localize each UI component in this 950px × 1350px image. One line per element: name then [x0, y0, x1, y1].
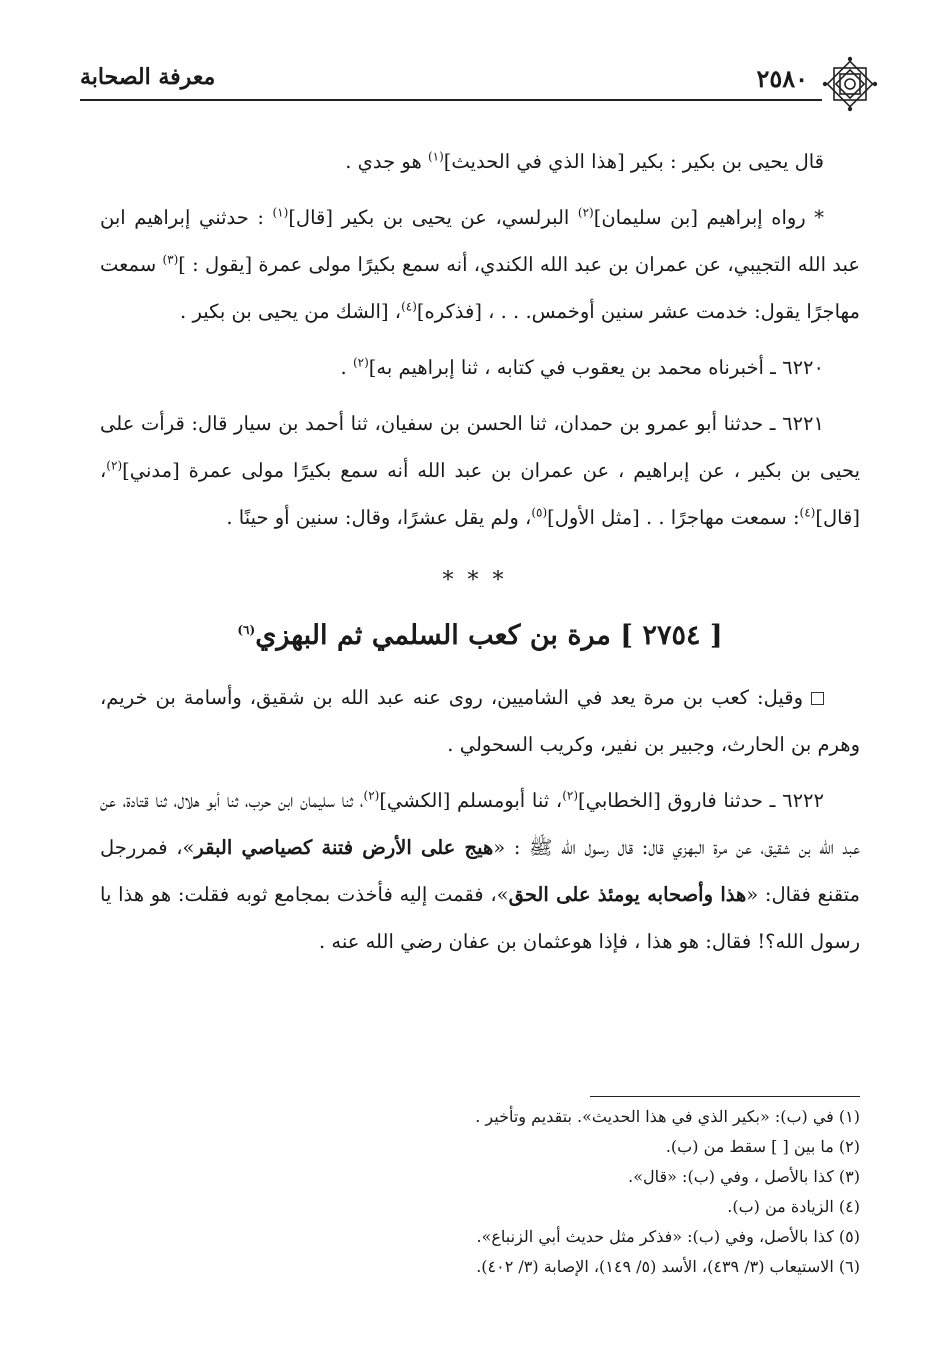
footnote-item: (٣) كذا بالأصل ، وفي (ب): «قال».: [628, 1167, 860, 1186]
text-segment: : حدثني إبراهيم ابن عبد الله التجيبي، عن عمران بن عبد الله الكندي، أنه سمع بكيرًا مولى عمرة [يقول : ]: [100, 206, 861, 276]
paragraph-2: [100, 194, 860, 335]
footnote-ref[interactable]: (٤): [799, 505, 816, 520]
square-bullet-icon: [811, 692, 824, 705]
footnote-ref[interactable]: (٢): [363, 788, 380, 803]
footnote-item: (٦) الاستيعاب (٣/ ٤٣٩)، الأسد (٥/ ١٤٩)، الإصابة (٣/ ٤٠٢).: [476, 1257, 860, 1276]
footnote-ref[interactable]: (٦): [237, 623, 256, 637]
footnote-ref[interactable]: (٣): [162, 252, 179, 267]
text-segment: * رواه إبراهيم [بن سليمان]: [593, 206, 824, 229]
footnote-ref[interactable]: (٢): [577, 205, 594, 220]
text-segment: »، فقمت إليه فأخذت بمجامع ثوبه فقلت: هو هذا يا رسول الله؟! فقال: هو هذا ، فإذا هوعثمان بن عفان رضي الله عنه .: [100, 883, 860, 953]
paragraph-6: [100, 777, 860, 965]
footnote-ref[interactable]: (٢): [106, 458, 123, 473]
main-text: [100, 138, 860, 974]
footnote-ref[interactable]: (٢): [562, 788, 579, 803]
text-segment: »، فمررجل متقنع فقال: «: [100, 836, 860, 906]
footnote-ref[interactable]: (١): [272, 205, 289, 220]
paragraph-5: [100, 674, 860, 768]
footnote-item: (١) في (ب): «بكير الذي في هذا الحديث». بتقديم وتأخير .: [475, 1107, 860, 1126]
text-segment: سمعت مهاجرًا يقول: خدمت عشر سنين أوخمس. . . ، [فذكره]: [100, 253, 860, 323]
text-segment: .: [340, 356, 353, 379]
text-segment: هو جدي .: [345, 150, 428, 173]
octagonal-star-ornament-icon: [822, 56, 878, 112]
text-segment: ، [الشك من يحيى بن بكير .: [180, 300, 402, 323]
text-segment: قال يحيى بن بكير : بكير [هذا الذي في الحديث]: [443, 150, 824, 173]
entry-title: [100, 610, 860, 662]
entry-title-text: [ ٢٧٥٤ ] مرة بن كعب السلمي ثم البهزي: [255, 620, 723, 651]
footnote-ref[interactable]: (٤): [401, 299, 417, 314]
footnote-ref[interactable]: (٥): [531, 505, 548, 520]
paragraph-1: [100, 138, 860, 185]
page-number: ٢٥٨٠: [756, 64, 808, 93]
header-rule: [80, 99, 822, 101]
running-title: معرفة الصحابة: [80, 64, 216, 90]
footnote-ref[interactable]: (١): [427, 149, 444, 164]
text-segment: ٦٢٢١ ـ حدثنا أبو عمرو بن حمدان، ثنا الحسن بن سفيان، ثنا أحمد بن سيار قال: قرأت على يحيى بن بكير ، عن إبراهيم ، عن عمران بن عبد الله أنه سمع بكيرًا مولى عمرة [مدني]: [100, 412, 860, 482]
footnote-rule: [590, 1096, 860, 1097]
text-segment: وقيل: كعب بن مرة يعد في الشاميين، روى عنه عبد الله بن شقيق، وأسامة بن خريم، وهرم بن الحارث، وجبير بن نفير، وكريب السحولي .: [100, 686, 860, 756]
footnote-item: (٥) كذا بالأصل، وفي (ب): «فذكر مثل حديث أبي الزنباع».: [476, 1227, 860, 1246]
text-segment: ، ثنا أبومسلم [الكشي]: [379, 789, 563, 812]
hadith-quote: هذا وأصحابه يومئذ على الحق: [508, 883, 747, 906]
footnote-item: (٢) ما بين [ ] سقط من (ب).: [665, 1137, 860, 1156]
footnote-item: (٤) الزيادة من (ب).: [727, 1197, 860, 1216]
footnotes: [100, 1102, 860, 1282]
hadith-quote: هيج على الأرض فتنة كصياصي البقر: [194, 836, 494, 859]
text-segment: ، [قال]: [100, 459, 860, 529]
paragraph-4: [100, 400, 860, 541]
text-segment: ٦٢٢٠ ـ أخبرناه محمد بن يعقوب في كتابه ، ثنا إبراهيم به]: [368, 356, 824, 379]
text-segment: ، ثنا سليمان ابن حرب، ثنا أبو هلال، ثنا قتادة، عن عبد الله بن شقيق، عن مرة البهزي قال: قال رسول الله ﷺ : «: [100, 789, 860, 859]
text-segment: : سمعت مهاجرًا . . [مثل الأول]: [547, 506, 800, 529]
text-segment: ٦٢٢٢ ـ حدثنا فاروق [الخطابي]: [578, 789, 825, 812]
text-segment: البرلسي، عن يحيى بن بكير [قال]: [288, 206, 578, 229]
page-header: [80, 58, 870, 98]
paragraph-3: [100, 344, 860, 391]
section-separator: ***: [442, 568, 518, 593]
footnote-ref[interactable]: (٢): [352, 355, 369, 370]
text-segment: ، ولم يقل عشرًا، وقال: سنين أو حينًا .: [226, 506, 532, 529]
